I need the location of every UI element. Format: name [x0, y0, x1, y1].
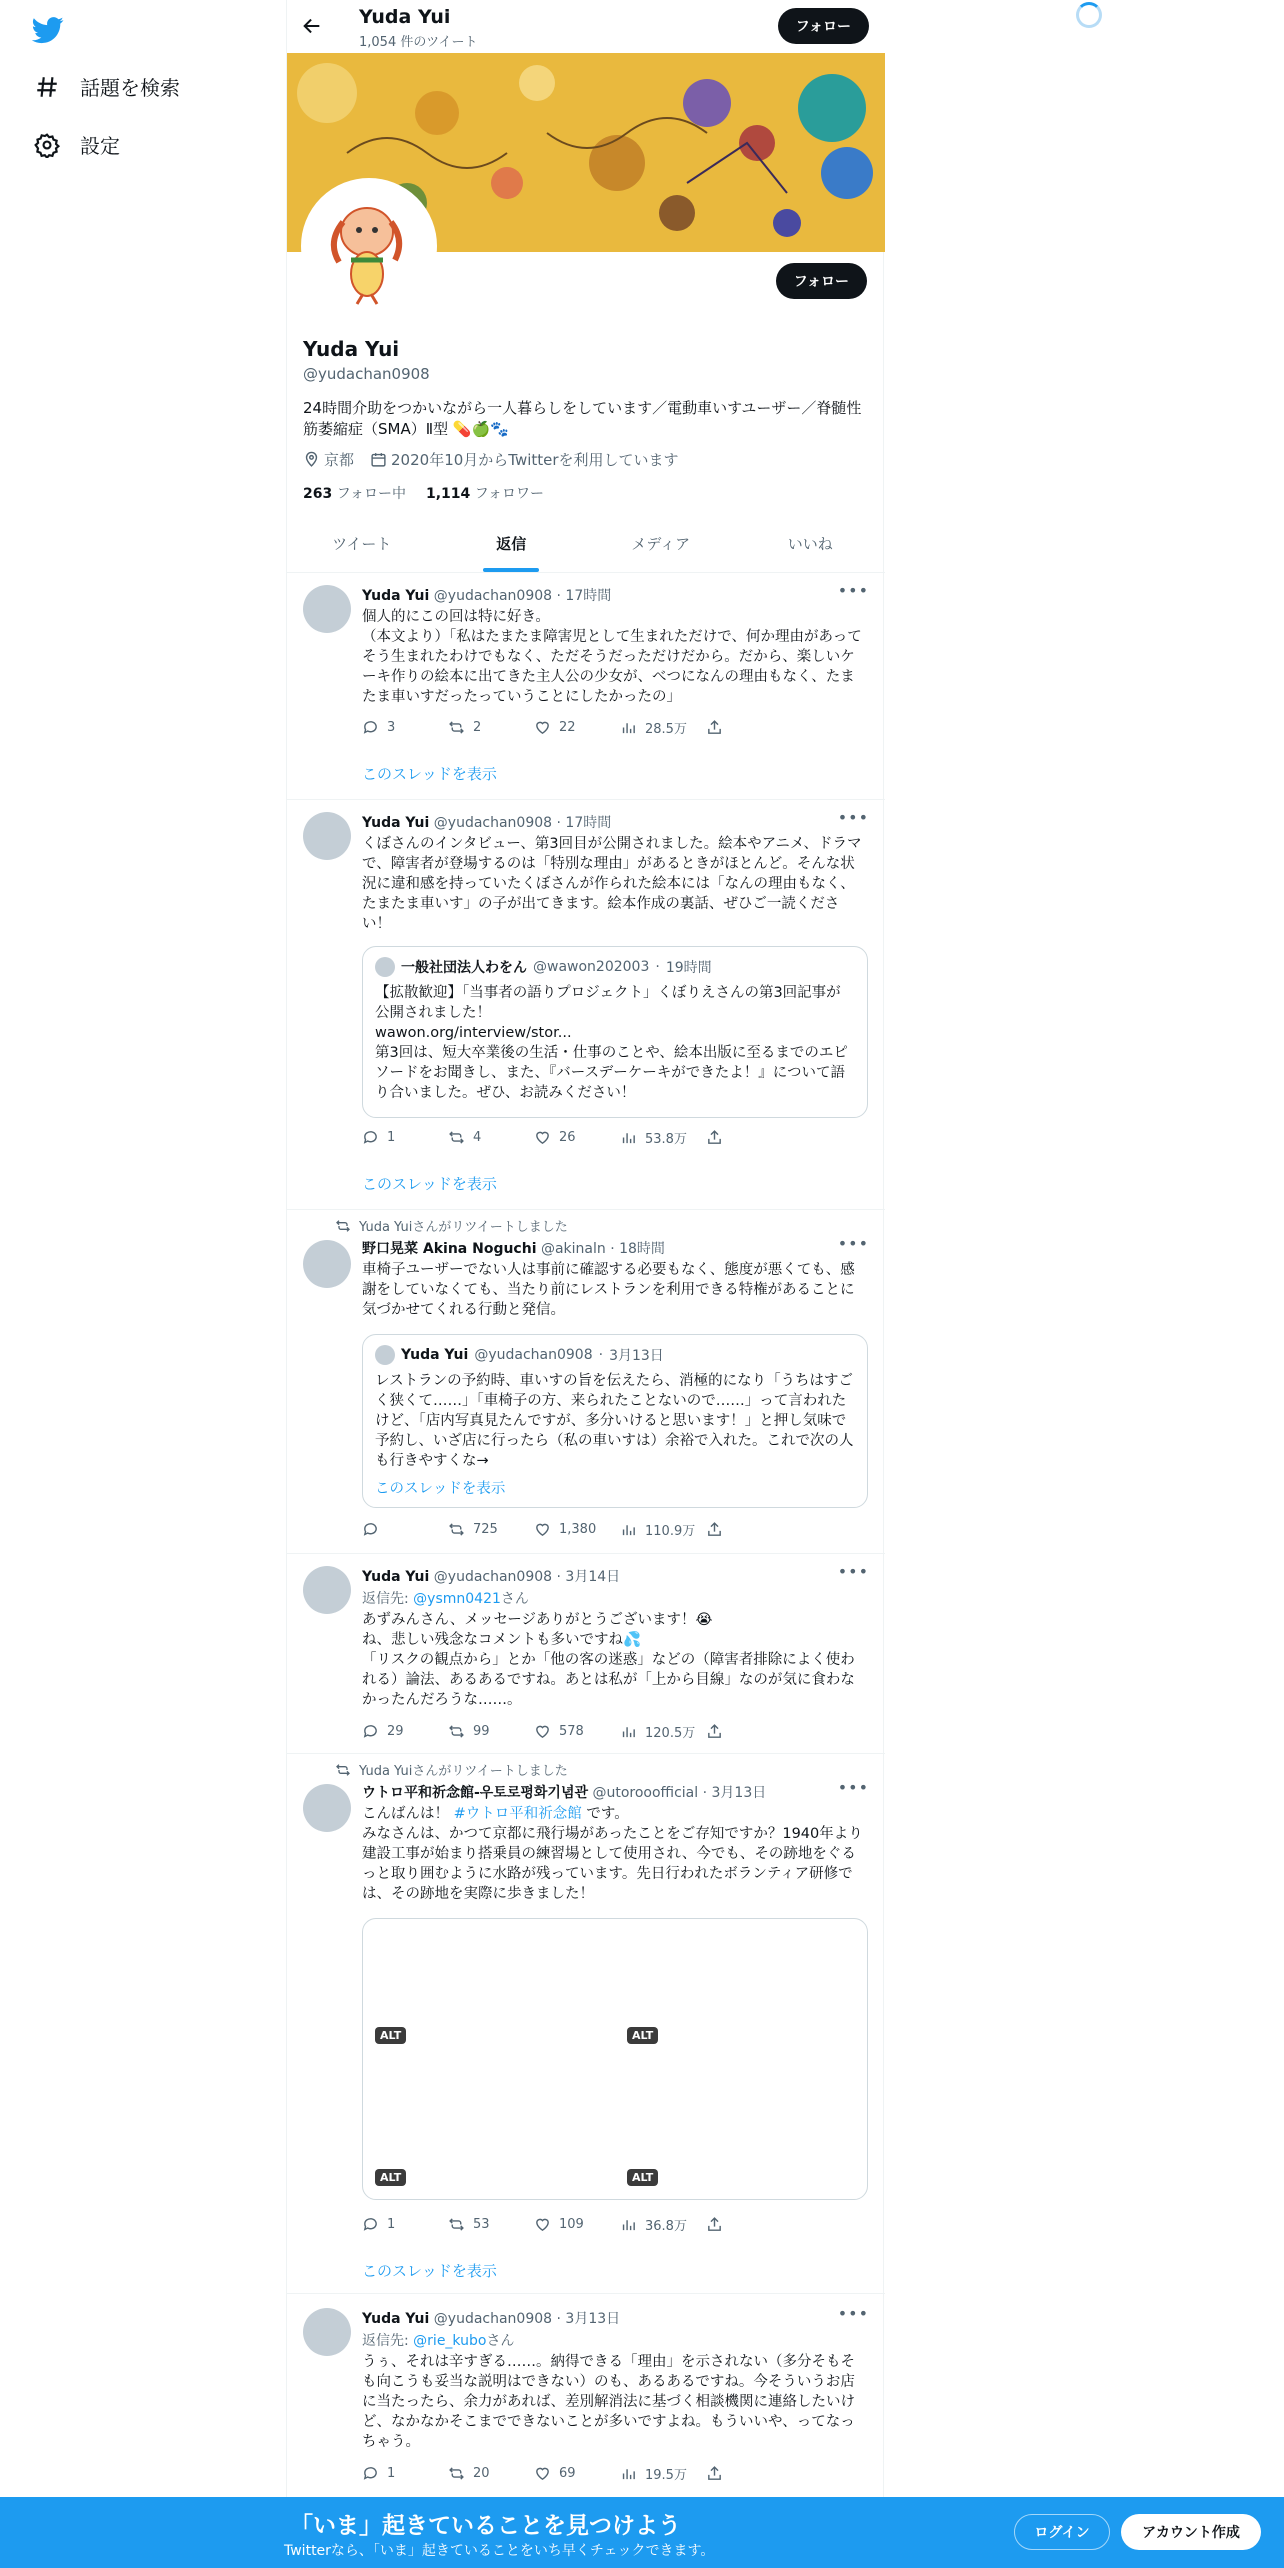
reply-button[interactable]	[362, 1722, 448, 1741]
signup-banner	[0, 2497, 1284, 2568]
heart-icon	[534, 2216, 551, 2233]
followers-count: 1,114	[426, 486, 471, 502]
reply-button[interactable]	[362, 2215, 448, 2234]
retweet-button[interactable]	[448, 1722, 534, 1741]
like-count: 578	[559, 1724, 584, 1739]
tweet-author-handle[interactable]: @yudachan0908	[433, 2311, 553, 2327]
more-options-icon[interactable]: •••	[837, 808, 869, 827]
tweet-header: 野口晃菜 Akina Noguchi @akinaln · 18時間	[362, 1241, 665, 1257]
tweet-actions	[362, 1520, 792, 1539]
reply-suffix: さん	[500, 1591, 529, 1607]
tweet-author-name[interactable]: Yuda Yui	[362, 588, 430, 604]
tab-replies[interactable]: 返信	[437, 515, 587, 572]
back-arrow-icon[interactable]	[301, 15, 323, 37]
share-button[interactable]	[706, 2464, 792, 2483]
sidebar-item-settings[interactable]	[34, 130, 120, 159]
tweet-author-handle[interactable]: @akinaln	[540, 1241, 606, 1257]
share-icon	[706, 1129, 723, 1146]
tweet-author-handle[interactable]: @utorooofficial	[592, 1785, 699, 1801]
retweet-button[interactable]	[448, 1520, 534, 1539]
main-column	[286, 0, 884, 2568]
like-count: 22	[559, 720, 576, 735]
reply-button[interactable]	[362, 1520, 448, 1539]
sidebar-item-label: 話題を検索	[80, 76, 180, 100]
tweet-time[interactable]: 17時間	[565, 588, 612, 604]
avatar[interactable]	[303, 1566, 351, 1614]
twitter-logo-icon[interactable]	[32, 14, 64, 46]
reply-count: 1	[387, 1130, 396, 1145]
tweet-text-pre: こんばんは！	[362, 1806, 454, 1822]
avatar	[375, 957, 395, 977]
tweet[interactable]	[287, 800, 885, 1210]
tweet-header: Yuda Yui @yudachan0908 · 3月13日	[362, 2311, 621, 2327]
header-name: Yuda Yui	[359, 6, 451, 28]
retweet-icon	[448, 2216, 465, 2233]
reply-button[interactable]	[362, 718, 448, 737]
show-thread-link[interactable]: このスレッドを表示	[362, 2262, 497, 2280]
tweet-author-name[interactable]: ウトロ平和祈念館-우토로평화기념관	[362, 1785, 589, 1801]
views-button[interactable]	[620, 1722, 706, 1741]
tweet-time[interactable]: 3月13日	[565, 2311, 621, 2327]
reply-prefix: 返信先:	[362, 1591, 414, 1607]
calendar-icon	[370, 451, 387, 468]
retweet-icon	[448, 2465, 465, 2482]
views-button[interactable]	[620, 1520, 706, 1539]
profile-handle: @yudachan0908	[303, 365, 430, 383]
share-button[interactable]	[706, 1722, 792, 1741]
sidebar-item-explore[interactable]	[34, 72, 180, 101]
following-link[interactable]	[303, 483, 406, 503]
share-button[interactable]	[706, 2215, 792, 2234]
view-count: 28.5万	[645, 722, 687, 737]
share-button[interactable]	[706, 1520, 792, 1539]
retweet-button[interactable]	[448, 718, 534, 737]
quoted-author-name: Yuda Yui	[401, 1347, 469, 1363]
alt-badge[interactable]: ALT	[627, 2027, 658, 2044]
like-button[interactable]	[534, 2464, 620, 2483]
signup-button[interactable]: アカウント作成	[1121, 2514, 1261, 2550]
retweet-count: 53	[473, 2217, 490, 2232]
quoted-author-handle: @yudachan0908	[474, 1347, 593, 1363]
profile-meta	[303, 449, 679, 470]
quoted-tweet[interactable]	[362, 1334, 868, 1508]
quoted-tweet-header: Yuda Yui @yudachan0908 · 3月13日	[375, 1345, 664, 1365]
profile-bio: 24時間介助をつかいながら一人暮らしをしています／電動車いすユーザー／脊髄性筋萎縮症（SMA）Ⅱ型 💊🍏🐾	[303, 399, 862, 438]
retweet-count: 99	[473, 1724, 490, 1739]
tweet-actions	[362, 2215, 792, 2234]
tweet-header: Yuda Yui @yudachan0908 · 17時間	[362, 588, 612, 604]
tweet-actions	[362, 1128, 792, 1147]
view-count: 110.9万	[645, 1524, 696, 1539]
reply-icon	[362, 719, 379, 736]
retweet-context	[335, 1216, 568, 1235]
share-icon	[706, 2216, 723, 2233]
reply-button[interactable]	[362, 1128, 448, 1147]
retweet-button[interactable]	[448, 1128, 534, 1147]
signup-banner-subtitle: Twitterなら、「いま」起きていることをいち早くチェックできます。	[284, 2543, 715, 2559]
tweet-text: 個人的にこの回は特に好き。 （本文より）「私はたまたま障害児として生まれただけで、何か理由があってそう生まれたわけでもなく、ただそうだっただけだから。だから、楽しいケーキ作りの絵本に出てきた主人公の少女が、べつになんの理由もなく、たまたま車いすだったっていうことにしたかったの」	[362, 609, 862, 705]
profile-location-text: 京都	[324, 451, 355, 469]
reply-button[interactable]	[362, 2464, 448, 2483]
reply-count: 1	[387, 2466, 396, 2481]
analytics-icon	[620, 1129, 637, 1146]
tab-likes[interactable]: いいね	[787, 535, 833, 553]
quoted-tweet-header: 一般社団法人わをん @wawon202003 · 19時間	[375, 957, 712, 977]
like-button[interactable]	[534, 1520, 620, 1539]
tweet[interactable]	[287, 2294, 885, 2504]
tweet-header: Yuda Yui @yudachan0908 · 17時間	[362, 815, 612, 831]
profile-location	[303, 449, 354, 470]
hashtag-icon	[34, 74, 60, 100]
retweeted-by-label[interactable]: Yuda Yuiさんがリツイートしました	[359, 1764, 568, 1779]
avatar[interactable]	[303, 1240, 351, 1288]
retweet-icon	[448, 1129, 465, 1146]
reply-icon	[362, 2216, 379, 2233]
like-button[interactable]	[534, 1128, 620, 1147]
tweet-text: くぼさんのインタビュー、第3回目が公開されました。絵本やアニメ、ドラマで、障害者が登場するのは「特別な理由」があるときがほとんど。そんな状況に違和感を持っていたくぼさんが作られた絵本には「なんの理由もなく、たまたま車いす」の子が出てきます。絵本作成の裏話、ぜひご一読ください！	[362, 836, 862, 932]
reply-prefix: 返信先:	[362, 2333, 414, 2349]
reply-icon	[362, 1723, 379, 1740]
retweet-count: 2	[473, 720, 482, 735]
heart-icon	[534, 1129, 551, 1146]
media-grid[interactable]	[362, 1918, 868, 2200]
like-count: 69	[559, 2466, 576, 2481]
view-count: 53.8万	[645, 1132, 687, 1147]
views-button[interactable]	[620, 2464, 706, 2483]
alt-badge[interactable]: ALT	[375, 2027, 406, 2044]
views-button[interactable]	[620, 1128, 706, 1147]
tweet-author-name[interactable]: 野口晃菜 Akina Noguchi	[362, 1241, 537, 1257]
following-count: 263	[303, 486, 333, 502]
retweet-icon	[335, 1762, 351, 1778]
analytics-icon	[620, 719, 637, 736]
analytics-icon	[620, 2216, 637, 2233]
reply-suffix: さん	[486, 2333, 515, 2349]
followers-label: フォロワー	[474, 486, 545, 502]
profile-joined	[370, 449, 679, 470]
tab-media[interactable]: メディア	[631, 535, 691, 553]
reply-icon	[362, 1129, 379, 1146]
retweet-icon	[448, 719, 465, 736]
loading-spinner-icon	[1076, 2, 1102, 28]
signup-banner-title: 「いま」起きていることを見つけよう	[290, 2513, 681, 2539]
retweet-context	[335, 1760, 568, 1779]
header-tweet-count: 1,054 件のツイート	[359, 35, 478, 50]
tweet-time[interactable]: 3月14日	[565, 1569, 621, 1585]
more-options-icon[interactable]: •••	[837, 581, 869, 600]
more-options-icon[interactable]: •••	[837, 1562, 869, 1581]
location-pin-icon	[303, 451, 320, 468]
retweet-icon	[448, 1521, 465, 1538]
reply-to-link[interactable]: @ysmn0421	[413, 1591, 501, 1607]
header-follow-button[interactable]: フォロー	[778, 8, 869, 44]
share-button[interactable]	[706, 1128, 792, 1147]
more-options-icon[interactable]: •••	[837, 1778, 869, 1797]
avatar[interactable]	[303, 1784, 351, 1832]
tweet-text-post: です。	[581, 1806, 629, 1822]
quoted-tweet-text: レストランの予約時、車いすの旨を伝えたら、消極的になり「うちはすごく狭くて……」「車椅子の方、来られたことないので……」って言われたけど、「店内写真見たんですが、多分いけると思います！」と押し気味で予約し、いざ店に行ったら（私の車いすは）余裕で入れた。これで次の人も行きやすくな→	[375, 1373, 854, 1469]
tweet-author-handle[interactable]: @yudachan0908	[433, 588, 553, 604]
profile-avatar[interactable]	[301, 178, 437, 314]
reply-count: 3	[387, 720, 396, 735]
views-button[interactable]	[620, 2215, 706, 2234]
retweet-button[interactable]	[448, 2215, 534, 2234]
sidebar-item-label: 設定	[80, 134, 120, 158]
reply-count: 29	[387, 1724, 404, 1739]
more-options-icon[interactable]: •••	[837, 2304, 869, 2323]
tab-tweets[interactable]: ツイート	[332, 535, 392, 553]
view-count: 36.8万	[645, 2219, 687, 2234]
profile-follow-stats	[303, 483, 544, 503]
analytics-icon	[620, 1723, 637, 1740]
tweet-header: Yuda Yui @yudachan0908 · 3月14日	[362, 1569, 621, 1585]
tweet[interactable]	[287, 1754, 885, 2294]
reply-to-link[interactable]: @rie_kubo	[413, 2333, 487, 2349]
alt-badge[interactable]: ALT	[627, 2169, 658, 2186]
tweet-time[interactable]: 3月13日	[711, 1785, 767, 1801]
analytics-icon	[620, 2465, 637, 2482]
retweet-count: 725	[473, 1522, 498, 1537]
tweet-author-handle[interactable]: @yudachan0908	[433, 1569, 553, 1585]
like-button[interactable]	[534, 1722, 620, 1741]
heart-icon	[534, 719, 551, 736]
views-button[interactable]	[620, 718, 706, 737]
show-thread-link[interactable]: このスレッドを表示	[362, 765, 497, 783]
tweet-author-name[interactable]: Yuda Yui	[362, 815, 430, 831]
quoted-tweet-text: 【拡散歓迎】「当事者の語りプロジェクト」くぼりえさんの第3回記事が公開されました！ wawon.org/interview/stor... 第3回は、短大卒業後の生活・仕事のことや、絵本出版に至るまでのエピソードをお聞きし、また、『バースデーケーキができたよ！』について語り合いました。ぜひ、お読みください！	[375, 985, 848, 1101]
reply-icon	[362, 2465, 379, 2482]
tweet-actions	[362, 718, 792, 737]
share-icon	[706, 1521, 723, 1538]
tweet-author-handle[interactable]: @yudachan0908	[433, 815, 553, 831]
view-count: 19.5万	[645, 2468, 687, 2483]
profile-joined-text: 2020年10月からTwitterを利用しています	[391, 451, 679, 469]
tweet-time[interactable]: 18時間	[619, 1241, 665, 1257]
tweet-text-intro	[362, 1804, 867, 1824]
retweet-count: 20	[473, 2466, 490, 2481]
tweet-text: うぅ、それは辛すぎる……。納得できる「理由」を示されない（多分そもそも向こうも妥当な説明はできない）のも、あるあるですね。今そういうお店に当たったら、余力があれば、差別解消法に基づく相談機関に連絡したいけど、なかなかそこまでできないことが多いですよね。もういいや、ってなっちゃう。	[362, 2354, 855, 2450]
tweet-header: ウトロ平和祈念館-우토로평화기념관 @utorooofficial · 3月13日	[362, 1785, 767, 1801]
retweet-icon	[448, 1723, 465, 1740]
avatar[interactable]	[303, 2308, 351, 2356]
tweet-actions	[362, 2464, 792, 2483]
retweeted-by-label[interactable]: Yuda Yuiさんがリツイートしました	[359, 1220, 568, 1235]
like-button[interactable]	[534, 2215, 620, 2234]
profile-header-bar	[287, 0, 885, 53]
following-label: フォロー中	[336, 486, 406, 502]
like-count: 109	[559, 2217, 584, 2232]
quoted-author-name: 一般社団法人わをん	[401, 960, 527, 976]
heart-icon	[534, 1723, 551, 1740]
quoted-tweet-time: 3月13日	[609, 1348, 664, 1364]
tweet[interactable]	[287, 1554, 885, 1754]
quoted-author-handle: @wawon202003	[533, 959, 650, 975]
tweet[interactable]	[287, 573, 885, 800]
tweet[interactable]	[287, 1210, 885, 1554]
gear-icon	[34, 132, 60, 158]
share-icon	[706, 2465, 723, 2482]
tweet-actions	[362, 1722, 792, 1741]
share-icon	[706, 1723, 723, 1740]
quoted-show-thread-link[interactable]: このスレッドを表示	[375, 1481, 506, 1497]
tweet-author-name[interactable]: Yuda Yui	[362, 1569, 430, 1585]
alt-badge[interactable]: ALT	[375, 2169, 406, 2186]
avatar[interactable]	[303, 585, 351, 633]
profile-name: Yuda Yui	[303, 337, 400, 361]
profile-follow-button[interactable]: フォロー	[776, 263, 867, 299]
view-count: 120.5万	[645, 1726, 696, 1741]
retweet-count: 4	[473, 1130, 482, 1145]
retweet-button[interactable]	[448, 2464, 534, 2483]
followers-link[interactable]	[426, 483, 544, 503]
share-button[interactable]	[706, 718, 792, 737]
reply-context	[362, 2330, 514, 2350]
analytics-icon	[620, 1521, 637, 1538]
show-thread-link[interactable]: このスレッドを表示	[362, 1175, 497, 1193]
like-button[interactable]	[534, 718, 620, 737]
quoted-tweet[interactable]	[362, 946, 868, 1118]
avatar-illustration	[305, 182, 433, 310]
avatar[interactable]	[303, 812, 351, 860]
tweet-text: あずみんさん、メッセージありがとうございます！😭 ね、悲しい残念なコメントも多いですね💦 「リスクの観点から」とか「他の客の迷惑」などの（障害者排除によく使われる）論法、あるあるですね。あとは私が「上から目線」なのが気に食わなかったんだろうな……。	[362, 1612, 855, 1708]
login-button[interactable]: ログイン	[1014, 2514, 1110, 2550]
hashtag-link[interactable]: #ウトロ平和祈念館	[453, 1806, 582, 1822]
tweet-text: みなさんは、かつて京都に飛行場があったことをご存知ですか？1940年より建設工事が始まり搭乗員の練習場として使用され、今でも、その跡地をぐるっと取り囲むように水路が残っています。先日行われたボランティア研修では、その跡地を実際に歩きました！	[362, 1826, 863, 1902]
tweet-time[interactable]: 17時間	[565, 815, 612, 831]
reply-count: 1	[387, 2217, 396, 2232]
reply-context	[362, 1588, 529, 1608]
share-icon	[706, 719, 723, 736]
like-count: 1,380	[559, 1522, 597, 1537]
like-count: 26	[559, 1130, 576, 1145]
heart-icon	[534, 2465, 551, 2482]
avatar	[375, 1345, 395, 1365]
retweet-icon	[335, 1218, 351, 1234]
quoted-tweet-time: 19時間	[665, 960, 712, 976]
profile-tabs	[287, 515, 885, 573]
heart-icon	[534, 1521, 551, 1538]
more-options-icon[interactable]: •••	[837, 1234, 869, 1253]
tweet-author-name[interactable]: Yuda Yui	[362, 2311, 430, 2327]
tweet-text: 車椅子ユーザーでない人は事前に確認する必要もなく、態度が悪くても、感謝をしていなくても、当たり前にレストランを利用できる特権があることに気づかせてくれる行動と発信。	[362, 1262, 855, 1318]
reply-icon	[362, 1521, 379, 1538]
